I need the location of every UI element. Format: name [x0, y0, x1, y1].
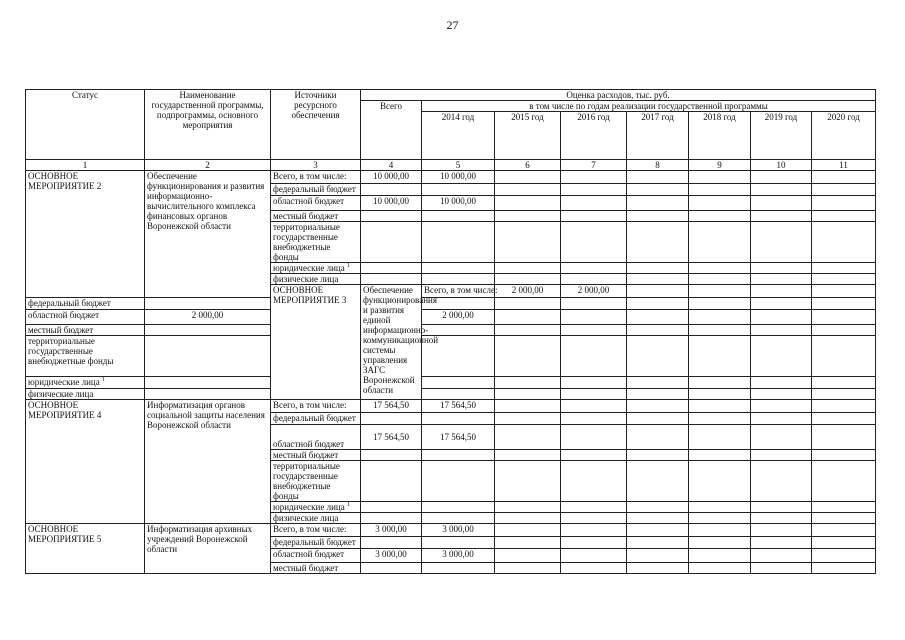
source-legal	[271, 502, 361, 513]
column-number: 9	[689, 160, 751, 171]
header-year: 2015 год	[495, 112, 561, 160]
source-legal	[26, 377, 145, 389]
source-federal: федеральный бюджет	[26, 298, 145, 310]
header-total: Всего	[361, 101, 422, 160]
measure-name: Информатизация архивных учреждений Воронежской области	[145, 524, 271, 574]
value-regional-2014: 17 564,50	[422, 425, 495, 450]
source-extrabudget: территориальные государственные внебюджетные фонды	[271, 222, 361, 263]
source-regional: областной бюджет	[26, 310, 145, 325]
value-regional-2014: 2 000,00	[422, 310, 495, 325]
measure-status: ОСНОВНОЕ МЕРОПРИЯТИЕ 4	[26, 400, 145, 524]
budget-table	[25, 89, 876, 574]
measure-name: Обеспечение функционирования и развития информационно-вычислительного комплекса финансовых органов Воронежской области	[145, 171, 271, 298]
value-regional-sum: 2 000,00	[145, 310, 271, 325]
measure-name: Обеспечение функционирования и развития единой информационно-коммуникационной системы управления ЗАГС Воронежской области	[361, 285, 422, 400]
value-total-sum: 17 564,50	[361, 400, 422, 413]
value-total-2014: 2 000,00	[561, 285, 627, 298]
source-total: Всего, в том числе:	[271, 524, 361, 537]
header-sources: Источники ресурсного обеспечения	[271, 90, 361, 160]
footnote-mark: 1	[346, 502, 350, 508]
column-number: 7	[561, 160, 627, 171]
source-legal	[271, 263, 361, 274]
column-number: 5	[422, 160, 495, 171]
source-individuals: физические лица	[271, 513, 361, 524]
measure-status: ОСНОВНОЕ МЕРОПРИЯТИЕ 2	[26, 171, 145, 298]
source-extrabudget: территориальные государственные внебюджетные фонды	[271, 461, 361, 502]
source-individuals: физические лица	[271, 274, 361, 285]
source-total: Всего, в том числе:	[271, 400, 361, 413]
column-number: 11	[812, 160, 876, 171]
measure-status: ОСНОВНОЕ МЕРОПРИЯТИЕ 5	[26, 524, 145, 574]
column-number: 3	[271, 160, 361, 171]
source-federal: федеральный бюджет	[271, 413, 361, 425]
source-local: местный бюджет	[271, 450, 361, 461]
value-regional-2014: 3 000,00	[422, 549, 495, 563]
source-federal: федеральный бюджет	[271, 184, 361, 196]
column-number: 4	[361, 160, 422, 171]
value-regional-2014: 10 000,00	[422, 196, 495, 211]
source-regional: областной бюджет	[271, 549, 361, 563]
source-local: местный бюджет	[26, 325, 145, 336]
source-total: Всего, в том числе:	[422, 285, 495, 298]
value-total-sum: 2 000,00	[495, 285, 561, 298]
value-total-sum: 3 000,00	[361, 524, 422, 537]
header-year: 2020 год	[812, 112, 876, 160]
header-year: 2016 год	[561, 112, 627, 160]
source-extrabudget: территориальные государственные внебюджетные фонды	[26, 336, 145, 377]
page-number: 27	[446, 18, 459, 32]
source-regional: областной бюджет	[271, 425, 361, 450]
column-number: 2	[145, 160, 271, 171]
column-number: 6	[495, 160, 561, 171]
footnote-mark: 1	[346, 263, 350, 269]
source-individuals: физические лица	[26, 389, 145, 400]
footnote-mark: 1	[101, 377, 105, 383]
header-name: Наименование государственной программы, подпрограммы, основного мероприятия	[145, 90, 271, 160]
value-total-sum: 10 000,00	[361, 171, 422, 184]
header-estimate: Оценка расходов, тыс. руб.	[361, 90, 876, 101]
measure-status: ОСНОВНОЕ МЕРОПРИЯТИЕ 3	[271, 285, 361, 400]
source-regional: областной бюджет	[271, 196, 361, 211]
value-total-2014: 3 000,00	[422, 524, 495, 537]
source-total: Всего, в том числе:	[271, 171, 361, 184]
value-total-2014: 17 564,50	[422, 400, 495, 413]
column-number: 8	[627, 160, 689, 171]
header-status: Статус	[26, 90, 145, 160]
column-number: 10	[751, 160, 812, 171]
source-local: местный бюджет	[271, 211, 361, 222]
measure-name: Информатизация органов социальной защиты населения Воронежской области	[145, 400, 271, 524]
header-year: 2014 год	[422, 112, 495, 160]
value-regional-sum: 17 564,50	[361, 425, 422, 450]
header-year: 2019 год	[751, 112, 812, 160]
value-regional-sum: 10 000,00	[361, 196, 422, 211]
header-year: 2017 год	[627, 112, 689, 160]
source-local: местный бюджет	[271, 563, 361, 574]
source-legal-label: юридические лица	[28, 377, 100, 387]
header-year: 2018 год	[689, 112, 751, 160]
value-total-2014: 10 000,00	[422, 171, 495, 184]
header-by-years: в том числе по годам реализации государственной программы	[422, 101, 876, 112]
source-legal-label: юридические лица	[273, 502, 345, 512]
source-legal-label: юридические лица	[273, 263, 345, 273]
value-regional-sum: 3 000,00	[361, 549, 422, 563]
column-number: 1	[26, 160, 145, 171]
source-federal: федеральный бюджет	[271, 537, 361, 549]
